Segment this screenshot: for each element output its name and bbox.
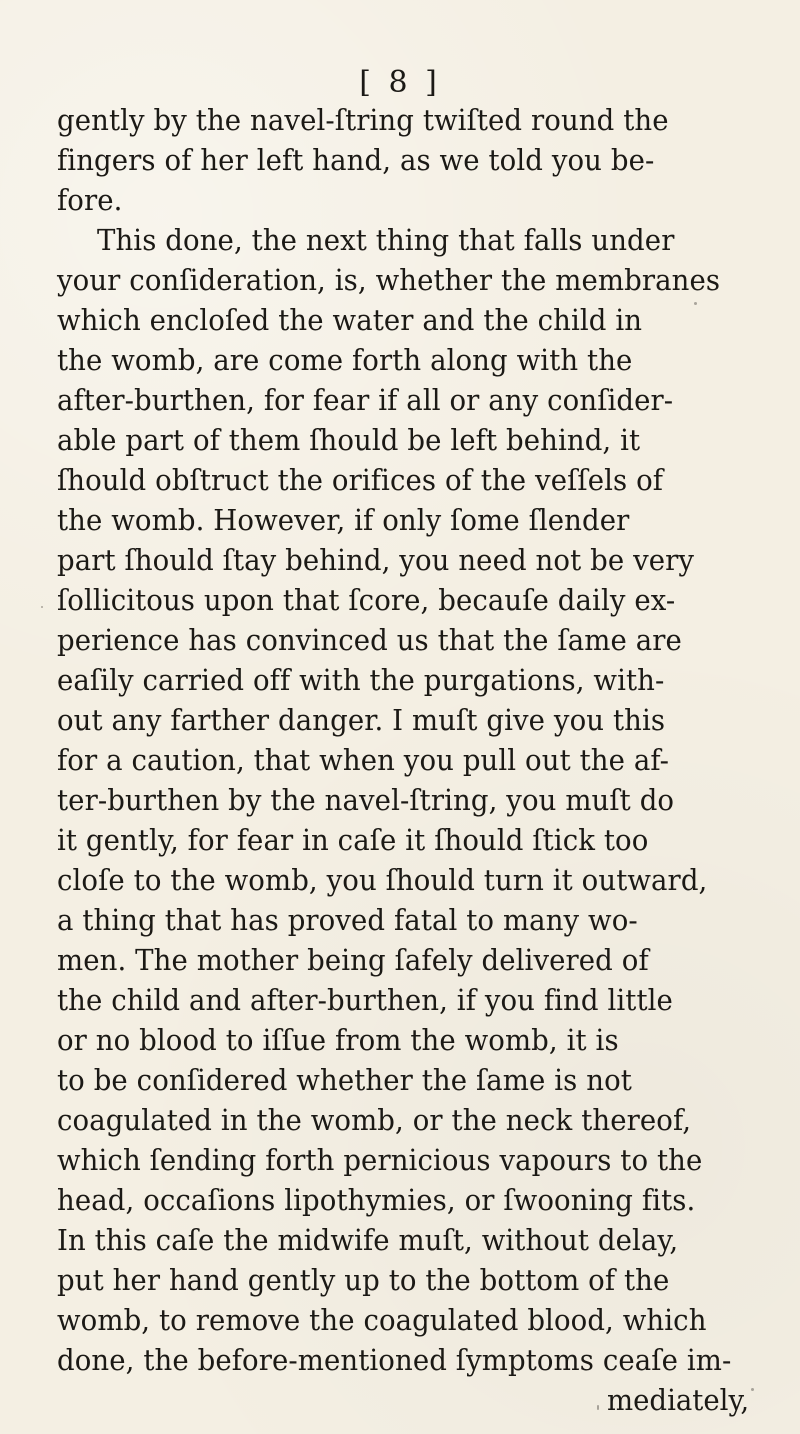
text-line-8: after-burthen, for fear if all or any conſider- <box>57 383 674 417</box>
text-line-5: your conſideration, is, whether the membranes <box>57 263 721 297</box>
text-line-13: ſollicitous upon that ſcore, becauſe daily ex- <box>57 583 676 617</box>
page-number: [ 8 ] <box>359 65 441 100</box>
paper-speck <box>751 1388 754 1391</box>
paper-speck <box>694 302 697 305</box>
text-line-18: ter-burthen by the navel-ſtring, you muſt do <box>57 783 675 817</box>
text-line-24: or no blood to iſſue from the womb, it is <box>57 1023 619 1057</box>
text-line-7: the womb, are come forth along with the <box>57 343 633 377</box>
text-line-19: it gently, for fear in caſe it ſhould ſtick too <box>57 823 649 857</box>
text-line-11: the womb. However, if only ſome ſlender <box>57 503 630 537</box>
text-line-23: the child and after-burthen, if you find little <box>57 983 673 1017</box>
text-line-1: gently by the navel-ſtring twiſted round the <box>57 103 669 137</box>
text-line-17: for a caution, that when you pull out the af- <box>57 743 670 777</box>
paper-speck <box>597 1405 599 1410</box>
text-line-29: In this caſe the midwife muſt, without delay, <box>57 1223 679 1257</box>
text-line-2: fingers of her left hand, as we told you be- <box>57 143 655 177</box>
text-line-20: cloſe to the womb, you ſhould turn it outward, <box>57 863 708 897</box>
text-line-22: men. The mother being ſafely delivered of <box>57 943 649 977</box>
text-line-28: head, occaſions lipothymies, or ſwooning fits. <box>57 1183 696 1217</box>
text-line-14: perience has convinced us that the ſame are <box>57 623 682 657</box>
text-line-12: part ſhould ſtay behind, you need not be very <box>57 543 695 577</box>
text-line-16: out any farther danger. I muſt give you this <box>57 703 666 737</box>
text-line-27: which ſending forth pernicious vapours to the <box>57 1143 703 1177</box>
text-line-21: a thing that has proved fatal to many wo- <box>57 903 638 937</box>
text-line-32: done, the before-mentioned ſymptoms ceaſe im- <box>57 1343 732 1377</box>
text-line-30: put her hand gently up to the bottom of the <box>57 1263 670 1297</box>
catchword: mediately, <box>607 1383 750 1417</box>
text-line-10: ſhould obſtruct the orifices of the veſſels of <box>57 463 664 497</box>
text-line-26: coagulated in the womb, or the neck thereof, <box>57 1103 692 1137</box>
text-line-4: This done, the next thing that falls under <box>97 223 675 257</box>
text-line-9: able part of them ſhould be left behind, it <box>57 423 641 457</box>
text-line-6: which encloſed the water and the child in <box>57 303 643 337</box>
text-line-3: fore. <box>57 183 123 217</box>
text-line-15: eaſily carried off with the purgations, with- <box>57 663 665 697</box>
paper-speck <box>41 606 43 608</box>
text-line-25: to be conſidered whether the ſame is not <box>57 1063 632 1097</box>
text-line-31: womb, to remove the coagulated blood, which <box>57 1303 707 1337</box>
